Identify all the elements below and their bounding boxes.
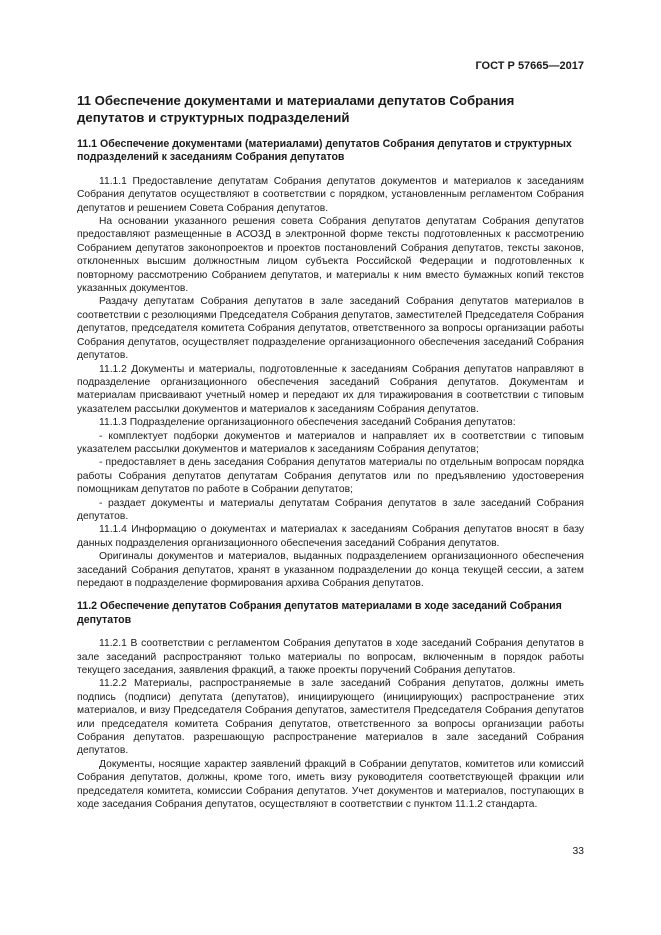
paragraph: 11.2.2 Материалы, распространяемые в зале заседаний Собрания депутатов, должны иметь подпись (подписи) депутата (депутатов), инициирующего (инициирующих) распространение этих материалов, и визу Председателя Собрания депутатов, заместителя Председателя Собрания депутатов или председателя комитета Собрания депутатов, ответственного за вопросы организации работы Собрания депутатов. разрешающую распространение материалов в зале заседаний Собрания депутатов. [77,678,584,757]
page-content [77,92,584,812]
subsection-body-11-2 [77,637,584,811]
paragraph: 11.2.1 В соответствии с регламентом Собрания депутатов в ходе заседаний Собрания депутатов в зале заседаний распространяют только материалы по вопросам, включенным в порядок работы текущего заседания, заявления фракций, а также проекты поручений Собрания депутатов. [77,638,584,677]
section-title: 11 Обеспечение документами и материалами депутатов Собрания депутатов и структурных подразделений [77,93,515,125]
subsection-title-11-1: 11.1 Обеспечение документами (материалами) депутатов Собрания депутатов и структурных подразделений к заседаниям Собрания депутатов [77,138,572,164]
subsection-title-11-2: 11.2 Обеспечение депутатов Собрания депутатов материалами в ходе заседаний Собрания депутатов [77,600,562,626]
standard-header: ГОСТ Р 57665—2017 [475,60,584,72]
paragraph: 11.1.1 Предоставление депутатам Собрания депутатов документов и материалов к заседаниям Собрания депутатов осуществляют в соответствии с порядком, установленным регламентом Собрания депутатов и решением Совета Собрания депутатов. [77,175,584,214]
paragraph: Оригиналы документов и материалов, выданных подразделением организационного обеспечения заседаний Собрания депутатов, хранят в указанном подразделении до конца текущей сессии, а затем передают в подразделение формирования архива Собрания депутатов. [77,551,584,589]
paragraph: На основании указанного решения совета Собрания депутатов депутатам Собрания депутатов предоставляют размещенные в АСОЗД в электронной форме тексты подготовленных к рассмотрению Собранием депутатов законопроектов и проектов постановлений Собрания депутатов, тексты законов, отклоненных высшим должностным лицом субъекта Российской Федерации и подготовленных к повторному рассмотрению Собранием депутатов, и материалы к ним вместо бумажных копий текстов указанных документов. [77,216,584,295]
paragraph: 11.1.3 Подразделение организационного обеспечения заседаний Собрания депутатов: [99,417,516,429]
page-number: 33 [572,846,584,857]
subsection-body-11-1 [77,175,584,591]
paragraph: 11.1.2 Документы и материалы, подготовленные к заседаниям Собрания депутатов направляют в подразделение организационного обеспечения заседаний Собрания депутатов. Документам и материалам присваивают учетный номер и передают их для тиражирования в соответствии с типовым указателем рассылки документов и материалов к заседаниям Собрания депутатов. [77,363,584,415]
paragraph: 11.1.4 Информацию о документах и материалах к заседаниям Собрания депутатов вносят в базу данных подразделения организационного обеспечения заседаний Собрания депутатов. [77,524,584,549]
paragraph: Документы, носящие характер заявлений фракций в Собрании депутатов, комитетов или комиссий Собрания депутатов, должны, кроме того, иметь визу руководителя соответствующей фракции или председателя комитета, комиссии Собрания депутатов. Учет документов и материалов, поступающих в ходе заседания Собрания депутатов, осуществляют в соответствии с пунктом 11.1.2 стандарта. [77,758,584,811]
list-item: - предоставляет в день заседания Собрания депутатов материалы по отдельным вопросам порядка работы Собрания депутатов депутатам Собрания депутатов или по предъявлению удостоверения помощникам депутатов по работе в Собрании депутатов; [77,457,584,496]
paragraph: Раздачу депутатам Собрания депутатов в зале заседаний Собрания депутатов материалов в соответствии с резолюциями Председателя Собрания депутатов, заместителей Председателя Собрания депутатов, председателя комитета Собрания депутатов, ответственного за вопросы организации работы Собрания депутатов, осуществляет подразделение организационного обеспечения заседаний Собрания депутатов. [77,296,584,362]
list-item: - раздает документы и материалы депутатам Собрания депутатов в зале заседаний Собрания депутатов. [77,497,584,522]
list-item: - комплектует подборки документов и материалов и направляет их в соответствии с типовым указателем рассылки документов и материалов к заседаниям Собрания депутатов; [77,430,584,455]
